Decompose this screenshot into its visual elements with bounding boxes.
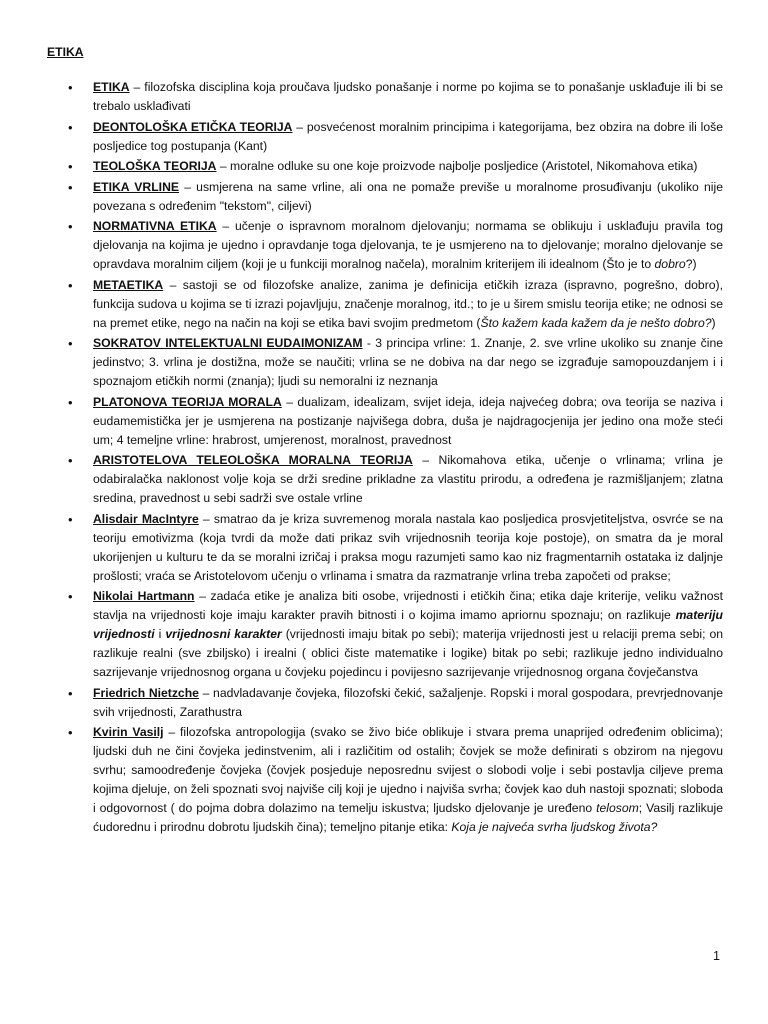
document-title: ETIKA xyxy=(47,45,84,59)
list-item xyxy=(47,334,723,391)
item-text: – smatrao da je kriza suvremenog morala nastala kao posljedica prosvjetiteljstva, osvrće se na teoriju emotivizma (koja tvrdi da može dati prikaz svih vrijednosnih teorija koje postoje), on smatra da je moral ukorijenjen u kulturu te da se moralni izričaj i praksa mogu razumjeti samo kao niz fragmentarnih ostataka iz daljnje prošlosti; vraća se Aristotelovom učenju o vrlinama i smatra da razmatranje vrlina treba započeti od prakse; xyxy=(93,511,723,583)
item-tail: ?) xyxy=(685,257,697,271)
definition-list xyxy=(47,78,723,839)
item-text: – moralne odluke su one koje proizvode najbolje posljedice (Aristotel, Nikomahova etika) xyxy=(216,159,698,173)
item-text: – zadaća etike je analiza biti osobe, vrijednosti i etičkih čina; etika daje kriterije, veliku važnost stavlja na vrijednosti koje imaju karakter pravih bitnosti i o kojima imamo apriornu spoznaju; on razlikuje xyxy=(93,589,723,622)
item-term: DEONTOLOŠKA ETIČKA TEORIJA xyxy=(93,119,293,134)
item-emphasis: dobro xyxy=(654,257,686,271)
item-tail: ; Vasilj razlikuje ćudorednu i prirodnu dobrotu ljudskih čina); temeljno pitanje etika: xyxy=(93,801,723,834)
item-term: Kvirin Vasilj xyxy=(93,725,164,739)
item-text: – sastoji se od filozofske analize, zanima je definicija etičkih izraza (ispravno, pogrešno, dobro), funkcija sudova u kojima se ti izrazi pojavljuju, značenje moralnog, itd.; to je u širem smislu teorija etike; ne odnosi se na premet etike, nego na način na koji se etika bavi svojim predmetom ( xyxy=(93,277,723,330)
item-emphasis: Koja je najveća svrha ljudskog života? xyxy=(451,820,658,834)
list-item xyxy=(47,587,723,682)
item-term: METAETIKA xyxy=(93,277,164,292)
list-item xyxy=(47,276,723,333)
list-item xyxy=(47,217,723,274)
page-number: 1 xyxy=(713,949,720,963)
list-item xyxy=(47,157,723,176)
item-term: PLATONOVA TEORIJA MORALA xyxy=(93,394,282,409)
list-item xyxy=(47,451,723,508)
item-text: – filozofska disciplina koja proučava ljudsko ponašanje i norme po kojima se to ponašanje usklađuje ili bi se trebalo usklađivati xyxy=(93,80,723,113)
item-text: – nadvladavanje čovjeka, filozofski čekić, sažaljenje. Ropski i moral gospodara, prevrjednovanje svih vrijednosti, Zarathustra xyxy=(93,685,723,719)
item-term: Alisdair MacIntyre xyxy=(93,511,199,526)
list-item xyxy=(47,118,723,156)
item-term: Nikolai Hartmann xyxy=(93,589,195,603)
item-emphasis: Što kažem kada kažem da je nešto dobro? xyxy=(480,315,712,330)
item-emphasis: vrijednosni karakter xyxy=(165,627,282,641)
item-tail: (vrijednosti imaju bitak po sebi); materija vrijednosti jest u relaciji prema sebi; on razlikuje realni (sve zbiljsko) i irealni ( oblici čiste matematike i logike) bitak po sebi; razlikuje jedno individualno sazrijevanje vrijednosnog organa u čovjeku pojedincu i povijesno sazrijevanje vrijednosnog organa čovječanstva xyxy=(93,627,723,679)
item-term: ETIKA VRLINE xyxy=(93,179,179,194)
list-item xyxy=(47,684,723,722)
item-text: - 3 principa vrline: 1. Znanje, 2. sve vrline ukoliko su znanje čine jedinstvo; 3. vrlina je dostižna, može se naučiti; vrlina se ne dobiva na dar nego se izgrađuje samopouzdanjem i i spoznajom etičkih normi (znanja); ljudi su nemoralni iz neznanja xyxy=(93,336,723,388)
item-term: ARISTOTELOVA TELEOLOŠKA MORALNA TEORIJA xyxy=(93,453,413,467)
list-item xyxy=(47,510,723,586)
item-term: NORMATIVNA ETIKA xyxy=(93,219,217,233)
item-term: SOKRATOV INTELEKTUALNI EUDAIMONIZAM xyxy=(93,336,363,350)
item-text: – usmjerena na same vrline, ali ona ne pomaže previše u moralnome prosuđivanju (ukoliko nije povezana s određenim "tekstom", ciljevi) xyxy=(93,179,723,213)
item-term: ETIKA xyxy=(93,80,130,94)
list-item xyxy=(47,178,723,216)
list-item xyxy=(47,78,723,116)
item-text: – posvećenost moralnim principima i kategorijama, bez obzira na dobre ili loše posljedice tog postupanja (Kant) xyxy=(93,119,724,153)
item-tail: ) xyxy=(711,315,716,330)
item-emphasis: materiju vrijednosti xyxy=(93,608,723,641)
item-text: – učenje o ispravnom moralnom djelovanju; normama se oblikuju i usklađuju pravila tog djelovanja na kojima je ujedno i opravdanje toga djelovanja, te je usmjereno na to djelovanje; moralno djelovanje se opravdava moralnim ciljem (koji je u funkciji moralnog načela), moralnim kriterijem ili idealnom (Što je to xyxy=(93,219,723,271)
item-text: – filozofska antropologija (svako se živo biće oblikuje i stvara prema unaprijed određenim oblicima); ljudski duh ne čini čovjeka jedinstvenim, ali i različitim od ostalih; čovjek se može definirati s obzirom na njegovu svrhu; samoodređenje čovjeka (čovjek posjeduje neposrednu svijest o slobodi volje i sebi postavlja ciljeve prema kojima djeluje, on želi spoznati svoj najviše cilj koji je ujedno i najviša svrha; čovjek kao duh nastoji spoznati; sloboda i odgovornost ( do pojma dobra dolazimo na temelju iskustva; ljudsko djelovanje je uređeno xyxy=(93,725,723,815)
list-item xyxy=(47,393,723,450)
item-text: – dualizam, idealizam, svijet ideja, ideja najvećeg dobra; ova teorija se naziva i eudamemistička jer je usmjerena na postizanje najvišega dobra, duša je najdragocjenija jer jedino ona može steći um; 4 temeljne vrline: hrabrost, umjerenost, moralnost, pravednost xyxy=(93,394,723,447)
item-emphasis: telosom xyxy=(596,801,639,815)
list-item xyxy=(47,723,723,837)
item-term: Friedrich Nietzche xyxy=(93,685,199,700)
item-text-mid: i xyxy=(154,627,166,641)
item-text: – Nikomahova etika, učenje o vrlinama; vrlina je odabiralačka naklonost volje koja se drži sredine prikladne za vlastitu prirodu, a određena je razmišljanjem; zlatna sredina, pravednost u sebi sadrži sve ostale vrline xyxy=(93,453,724,505)
item-term: TEOLOŠKA TEORIJA xyxy=(93,159,217,173)
